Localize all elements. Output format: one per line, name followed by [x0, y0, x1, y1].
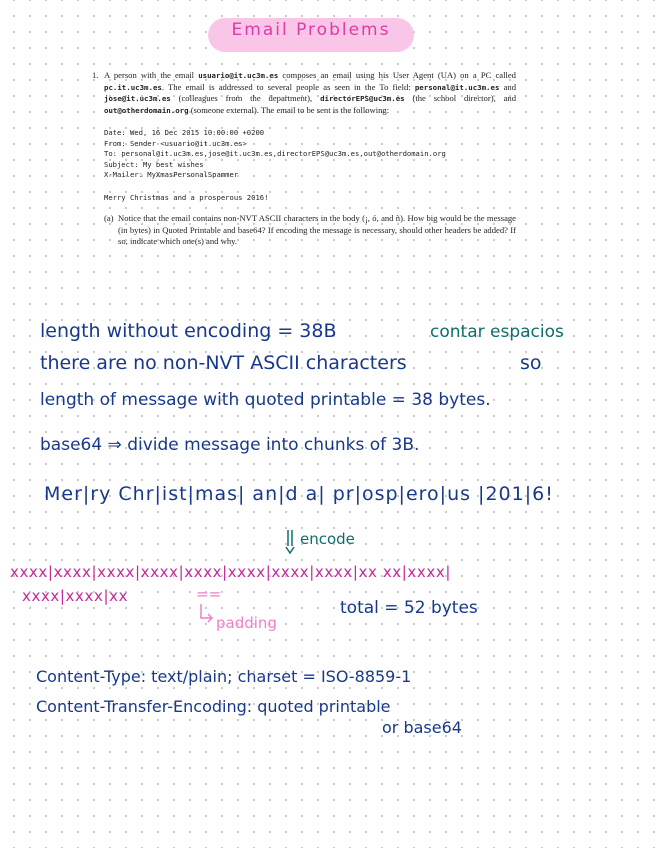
intro-text: A person with the email: [104, 70, 199, 80]
note-content-transfer-encoding: Content-Transfer-Encoding: quoted printable: [36, 697, 391, 716]
note-total: total = 52 bytes: [340, 598, 478, 618]
intro-text: (the school director), and: [404, 93, 516, 103]
header-to: To: personal@it.uc3m.es,jose@it.uc3m.es,directorEPS@uc3m.es,out@otherdomain.org: [104, 149, 446, 158]
header-xmailer: X-Mailer: MyXmasPersonalSpammer: [104, 170, 239, 179]
pc-name: pc.it.uc3m.es: [104, 82, 162, 92]
problem-number: 1.: [92, 70, 99, 80]
subquestion-text: Notice that the email contains non-NVT ASCII characters in the body (¡, ó, and ñ). How big would be the message (in bytes) in Quoted Printable and base64? If encoding the message is necessary, should other headers be added? If so, indicate which one(s) and why.: [118, 213, 516, 246]
problem-intro: [104, 70, 516, 116]
note-length-without-encoding: length without encoding = 38B: [40, 320, 337, 342]
problem-statement: [92, 70, 516, 248]
padding-chars: ==: [196, 585, 222, 603]
note-chunked-message: Mer|ry Chr|ist|mas| an|d a| pr|osp|ero|us |201|6!: [44, 483, 554, 505]
note-or-base64: or base64: [382, 718, 462, 737]
padding-arrow-icon: [198, 602, 214, 626]
email-body: Merry Christmas and a prosperous 2016!: [104, 192, 269, 202]
subquestion-a: [104, 213, 516, 248]
note-so: so: [520, 352, 542, 374]
header-from: From: Sender <usuario@it.uc3m.es>: [104, 138, 247, 148]
email-headers: [104, 128, 516, 181]
intro-text: (someone external). The email to be sent is the following:: [188, 104, 390, 115]
note-encode: encode: [300, 530, 355, 548]
note-padding: padding: [216, 614, 277, 632]
recipient-email: out@otherdomain.org: [104, 105, 189, 115]
header-date: Date: Wed, 16 Dec 2015 10:00:00 +0200: [104, 128, 265, 137]
subquestion-label: (a): [104, 213, 114, 223]
encode-arrow-icon: [284, 528, 298, 556]
page-title: Email Problems: [231, 20, 391, 40]
note-content-type: Content-Type: text/plain; charset = ISO-8859-1: [36, 667, 412, 686]
header-subject: Subject: My best wishes: [104, 159, 204, 169]
note-count-spaces: contar espacios: [430, 322, 564, 342]
note-quoted-printable-length: length of message with quoted printable = 38 bytes.: [40, 390, 491, 410]
recipient-email: directorEPS@uc3m.es: [320, 94, 405, 103]
sender-email: usuario@it.uc3m.es: [198, 71, 279, 80]
note-no-non-nvt: there are no non-NVT ASCII characters: [40, 352, 407, 374]
encoded-row-2: xxxx|xxxx|xx: [22, 587, 129, 605]
intro-text: composes an email using his User Agent (UA) on a PC called: [278, 70, 516, 80]
note-base64-chunks: base64 ⇒ divide message into chunks of 3B.: [40, 435, 420, 455]
intro-text: . The email is addressed to several people as seen in the To field:: [161, 81, 415, 92]
recipient-email: personal@it.uc3m.es: [414, 82, 500, 92]
encoded-row-1: xxxx|xxxx|xxxx|xxxx|xxxx|xxxx|xxxx|xxxx|xx xx|xxxx|: [10, 563, 451, 581]
recipient-email: jose@it.uc3m.es: [104, 94, 171, 103]
intro-text: (colleagues from the department),: [170, 93, 321, 103]
intro-text: and: [499, 81, 516, 92]
